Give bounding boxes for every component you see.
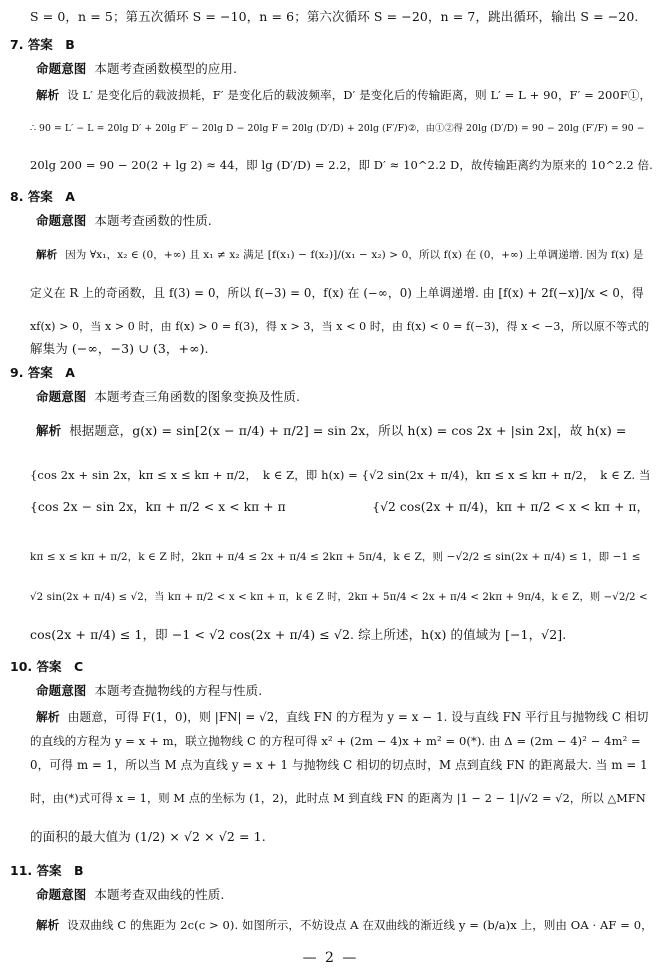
analysis-line-q9-1 [36, 422, 648, 440]
analysis-line-q9-2: {cos 2x + sin 2x，kπ ≤ x ≤ kπ + π/2， k ∈ Z，即 h(x) = {√2 sin(2x + π/4)，kπ ≤ x ≤ kπ + π/2， k ∈ Z. 当 [30, 468, 651, 482]
intent-line-q9 [36, 388, 648, 406]
analysis-line-q8-2: 定义在 R 上的奇函数，且 f(3) = 0，所以 f(−3) = 0，f(x) 在 (−∞，0) 上单调递增. 由 [f(x) + 2f(−x)]/x < 0，得 [30, 286, 644, 300]
analysis-line-q7-2: ∴ 90 = L′ − L = 20lg D′ + 20lg F′ − 20lg D − 20lg F = 20lg (D′/D) + 20lg (F′/F)②，由①②得 20lg (D′/D) = 90 − 20lg (F′/F) = 90 − [30, 123, 645, 134]
analysis-line-q9-5: √2 sin(2x + π/4) ≤ √2，当 kπ + π/2 < x < kπ + π，k ∈ Z 时，2kπ + 5π/4 < 2x + π/4 < 2kπ + 9π/4，k ∈ Z，则 −√2/2 < [30, 591, 648, 603]
intent-label: 命题意图 [36, 213, 87, 228]
intent-text: 本题考查三角函数的图象变换及性质. [94, 389, 301, 404]
analysis-line-q9-3: {cos 2x − sin 2x，kπ + π/2 < x < kπ + π {√2 cos(2x + π/4)，kπ + π/2 < x < kπ + π， [30, 500, 649, 514]
answer-heading-q9: 9. 答案 A [10, 365, 75, 380]
answer-heading-q8: 8. 答案 A [10, 189, 75, 204]
analysis-label: 解析 [36, 249, 58, 261]
analysis-line-q10-3: 0，可得 m = 1，所以当 M 点为直线 y = x + 1 与抛物线 C 相切的切点时，M 点到直线 FN 的距离最大. 当 m = 1 [30, 758, 648, 772]
analysis-line-q9-4: kπ ≤ x ≤ kπ + π/2，k ∈ Z 时，2kπ + π/4 ≤ 2x + π/4 ≤ 2kπ + 5π/4，k ∈ Z，则 −√2/2 ≤ sin(2x + π/4) ≤ 1，即 −1 ≤ [30, 551, 641, 563]
intent-label: 命题意图 [36, 61, 87, 76]
analysis-line-q8-4: 解集为 (−∞，−3) ∪ (3，+∞). [30, 341, 209, 356]
answer-heading-q10: 10. 答案 C [10, 659, 84, 674]
text-line-top: S = 0，n = 5；第五次循环 S = −10，n = 6；第六次循环 S = −20，n = 7，跳出循环，输出 S = −20. [30, 9, 639, 24]
analysis-line-q10-2: 的直线的方程为 y = x + m，联立抛物线 C 的方程可得 x² + (2m − 4)x + m² = 0(*). 由 Δ = (2m − 4)² − 4m² = [30, 734, 641, 748]
analysis-label: 解析 [36, 88, 60, 102]
intent-line-q11 [36, 886, 648, 904]
intent-text: 本题考查抛物线的方程与性质. [94, 683, 263, 698]
analysis-line-q8-3: xf(x) > 0，当 x > 0 时，由 f(x) > 0 = f(3)，得 x > 3，当 x < 0 时，由 f(x) < 0 = f(−3)，得 x < −3，所以原不等式的 [30, 320, 650, 333]
intent-label: 命题意图 [36, 887, 87, 902]
intent-text: 本题考查函数模型的应用. [94, 61, 238, 76]
analysis-label: 解析 [36, 710, 60, 724]
intent-line-q8 [36, 212, 648, 230]
answer-heading-q7: 7. 答案 B [10, 37, 75, 52]
analysis-line-q7-1 [36, 86, 652, 104]
analysis-label: 解析 [36, 423, 62, 438]
analysis-line-q7-3: 20lg 200 = 90 − 20(2 + lg 2) ≈ 44，即 lg (D′/D) = 2.2，即 D′ ≈ 10^2.2 D，故传输距离约为原来的 10^2.2 倍. [30, 158, 653, 172]
analysis-text: 根据题意，g(x) = sin[2(x − π/4) + π/2] = sin 2x，所以 h(x) = cos 2x + |sin 2x|，故 h(x) = [69, 423, 627, 438]
analysis-text: 因为 ∀x₁，x₂ ∈ (0，+∞) 且 x₁ ≠ x₂ 满足 [f(x₁) − f(x₂)]/(x₁ − x₂) > 0，所以 f(x) 在 (0，+∞) 上单调递增. 因为 f(x) 是 [65, 249, 644, 261]
analysis-line-q9-6: cos(2x + π/4) ≤ 1，即 −1 < √2 cos(2x + π/4) ≤ √2. 综上所述，h(x) 的值域为 [−1，√2]. [30, 627, 567, 642]
answer-heading-q11: 11. 答案 B [10, 863, 84, 878]
analysis-text: 设双曲线 C 的焦距为 2c(c > 0). 如图所示，不妨设点 A 在双曲线的渐近线 y = (b/a)x 上，则由 OA · AF = 0， [67, 918, 653, 932]
analysis-line-q10-4: 时，由(*)式可得 x = 1，则 M 点的坐标为 (1，2)，此时点 M 到直线 FN 的距离为 |1 − 2 − 1|/√2 = √2，所以 △MFN [30, 792, 646, 805]
intent-text: 本题考查双曲线的性质. [94, 887, 225, 902]
analysis-line-q8-1 [36, 246, 648, 264]
analysis-text: 设 L′ 是变化后的载波损耗，F′ 是变化后的载波频率，D′ 是变化后的传输距离，则 L′ = L + 90，F′ = 200F①， [67, 88, 652, 102]
intent-line-q7 [36, 60, 648, 78]
analysis-line-q10-1 [36, 708, 648, 726]
analysis-label: 解析 [36, 918, 60, 932]
analysis-text: 由题意，可得 F(1，0)，则 |FN| = √2，直线 FN 的方程为 y = x − 1. 设与直线 FN 平行且与抛物线 C 相切 [67, 710, 649, 724]
analysis-line-q10-5: 的面积的最大值为 (1/2) × √2 × √2 = 1. [30, 829, 266, 844]
intent-text: 本题考查函数的性质. [94, 213, 212, 228]
analysis-line-q11-1 [36, 916, 653, 934]
page-number: — 2 — [302, 950, 359, 966]
intent-line-q10 [36, 682, 648, 700]
intent-label: 命题意图 [36, 683, 87, 698]
intent-label: 命题意图 [36, 389, 87, 404]
